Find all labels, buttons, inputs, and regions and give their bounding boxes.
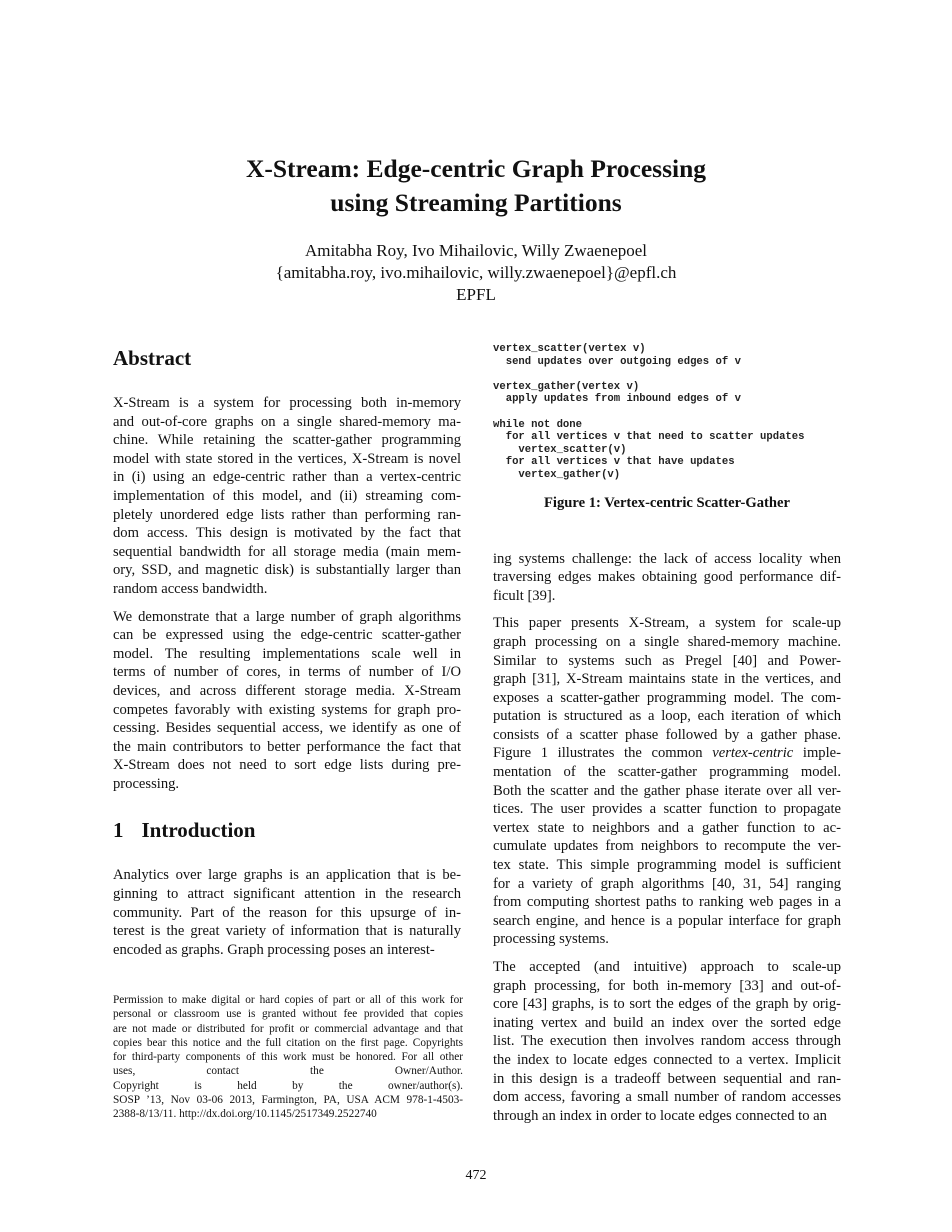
text-line: core [43] graphs, is to sort the edges of the graph by orig- — [493, 996, 841, 1013]
introduction-heading — [113, 816, 461, 844]
text-line: from computing shortest paths to ranking web pages in a — [493, 894, 841, 911]
introduction-paragraph-1 — [113, 866, 461, 959]
text-line: X-Stream is a system for processing both in-memory — [113, 395, 461, 411]
right-paragraph-3 — [493, 958, 841, 1125]
section-title: Introduction — [141, 818, 256, 843]
text-line: The accepted (and intuitive) approach to scale-up — [493, 959, 841, 975]
text-line: mentation of the scatter-gather programming model. — [493, 764, 841, 781]
text-line: Analytics over large graphs is an application that is be- — [113, 867, 461, 884]
text-line: consists of a scatter phase followed by a gather phase. — [493, 726, 841, 743]
text-line: Similar to systems such as Pregel [40] and Power- — [493, 652, 841, 669]
text-line: ing systems challenge: the lack of access locality when — [493, 550, 841, 567]
text-line: terest is the great variety of information that is naturally — [113, 923, 461, 940]
text-line: through an index in order to locate edges connected to an — [493, 1107, 827, 1124]
text-line: for a variety of graph algorithms [40, 31, 54] ranging — [493, 875, 841, 892]
footnote-line: 2388-8/13/11. http://dx.doi.org/10.1145/2517349.2522740 — [113, 1108, 377, 1121]
text-line: list. The execution then involves random access through — [493, 1033, 841, 1050]
text-line: tices. The user provides a scatter function to propagate — [493, 801, 841, 818]
text-line: ory, SSD, and magnetic disk) is substantially larger than — [113, 562, 461, 579]
emphasized-term: vertex-centric — [712, 745, 794, 762]
author-affiliation: EPFL — [456, 285, 496, 304]
figure-1-pseudocode: vertex_scatter(vertex v) send updates over outgoing edges of v vertex_gather(vertex v) apply updates from inbound edges of v while not done for all vertices v that need to scatter updates vertex_scatter(v) for all vertices v that have updates vertex_gather(v) — [493, 343, 805, 481]
text-line: graph processing on a single shared-memory machine. — [493, 633, 841, 650]
text-line: dom access, favoring a small number of random accesses — [493, 1089, 841, 1106]
text-line: traversing edges makes obtaining good performance dif- — [493, 569, 841, 586]
text-line: ginning to attract significant attention in the research — [113, 886, 461, 903]
text-line: Figure 1 illustrates the common vertex-centric imple- — [493, 745, 841, 762]
text-line: putation is structured as a loop, each iteration of which — [493, 708, 841, 725]
right-paragraph-2 — [493, 614, 841, 949]
footnote-line: Copyright is held by the owner/author(s). — [113, 1079, 463, 1092]
text-line: sequential bandwidth for all storage media (main mem- — [113, 543, 461, 560]
right-column — [493, 343, 841, 1125]
figure-1 — [493, 343, 841, 512]
text-line: implementation of this model, and (ii) streaming com- — [113, 487, 461, 504]
footnote-line: copies bear this notice and the full citation on the first page. Copyrights — [113, 1036, 463, 1049]
section-number: 1 — [113, 818, 124, 843]
title-line-1: X-Stream: Edge-centric Graph Processing — [245, 154, 707, 183]
footnote-line: uses, contact the Owner/Author. — [113, 1065, 463, 1078]
text-line: search engine, and hence is a popular interface for graph — [493, 912, 841, 929]
text-line: community. Part of the reason for this upsurge of in- — [113, 904, 461, 921]
author-names: Amitabha Roy, Ivo Mihailovic, Willy Zwaenepoel — [304, 241, 648, 260]
footnote-line: for third-party components of this work must be honored. For all other — [113, 1051, 463, 1064]
text-line: This paper presents X-Stream, a system for scale-up — [493, 615, 841, 632]
title-line-2: using Streaming Partitions — [330, 188, 622, 217]
abstract-paragraph-1 — [113, 394, 461, 599]
text-line: graph processing, for both in-memory [33] and out-of- — [493, 977, 841, 994]
text-line: the index to locate edges connected to a vertex. Implicit — [493, 1051, 841, 1068]
footnote-line: personal or classroom use is granted without fee provided that copies — [113, 1008, 463, 1021]
text-line: cumulate updates from neighbors to recompute the ver- — [493, 838, 841, 855]
text-line: We demonstrate that a large number of graph algorithms — [113, 608, 461, 625]
text-line: the main contributors to better performance the fact that — [113, 738, 461, 755]
text-line: pletely unordered edge lists rather than performing ran- — [113, 506, 461, 523]
text-line: Both the scatter and the gather phase iterate over all ver- — [493, 782, 841, 799]
right-paragraph-1 — [493, 550, 841, 606]
text-line: exposes a scatter-gather programming model. The com- — [493, 689, 841, 706]
text-line: dom access. This design is motivated by the fact that — [113, 525, 461, 542]
text-line: tex state. This simple programming model is sufficient — [493, 857, 841, 874]
text-line: vertex state to neighbors and a gather function to ac- — [493, 819, 841, 836]
page-number: 472 — [465, 1168, 487, 1183]
text-line: processing systems. — [493, 931, 609, 948]
text-line: cessing. Besides sequential access, we identify as one of — [113, 720, 461, 737]
text-line: random access bandwidth. — [113, 580, 268, 597]
left-column — [113, 340, 461, 959]
footnote-line: are not made or distributed for profit or commercial advantage and that — [113, 1022, 463, 1035]
text-line: can be expressed using the edge-centric scatter-gather — [113, 627, 461, 644]
text-line: graph [31], X-Stream maintains state in the vertices, and — [493, 671, 841, 688]
text-line: model. The resulting implementations scale well in — [113, 645, 461, 662]
text-line: encoded as graphs. Graph processing poses an interest- — [113, 941, 435, 958]
text-line: inating vertex and build an index over the sorted edge — [493, 1014, 841, 1031]
text-line: terms of number of cores, in terms of number of I/O — [113, 664, 461, 681]
text-line: in this design is a tradeoff between sequential and ran- — [493, 1070, 841, 1087]
footnote-line: SOSP ’13, Nov 03-06 2013, Farmington, PA, USA ACM 978-1-4503- — [113, 1094, 463, 1107]
text-line: processing. — [113, 775, 180, 792]
figure-1-caption: Figure 1: Vertex-centric Scatter-Gather — [544, 494, 790, 511]
paper-title — [0, 152, 952, 220]
text-line: in (i) using an edge-centric rather than a vertex-centric — [113, 469, 461, 486]
text-line: X-Stream does not need to sort edge lists during pre- — [113, 757, 461, 774]
text-line: and out-of-core graphs on a single shared-memory ma- — [113, 413, 461, 430]
text-line: model with state stored in the vertices, X-Stream is novel — [113, 450, 461, 467]
text-line: ficult [39]. — [493, 587, 556, 604]
text-line: chine. While retaining the scatter-gather programming — [113, 432, 461, 449]
author-emails: {amitabha.roy, ivo.mihailovic, willy.zwaenepoel}@epfl.ch — [275, 263, 677, 282]
abstract-heading: Abstract — [113, 346, 192, 370]
text-line: devices, and across different storage media. X-Stream — [113, 682, 461, 699]
abstract-paragraph-2 — [113, 608, 461, 794]
text-line: competes favorably with existing systems for graph pro- — [113, 701, 461, 718]
footnote-line: Permission to make digital or hard copies of part or all of this work for — [113, 994, 463, 1006]
author-block — [0, 240, 952, 306]
copyright-footnote — [113, 993, 463, 1122]
